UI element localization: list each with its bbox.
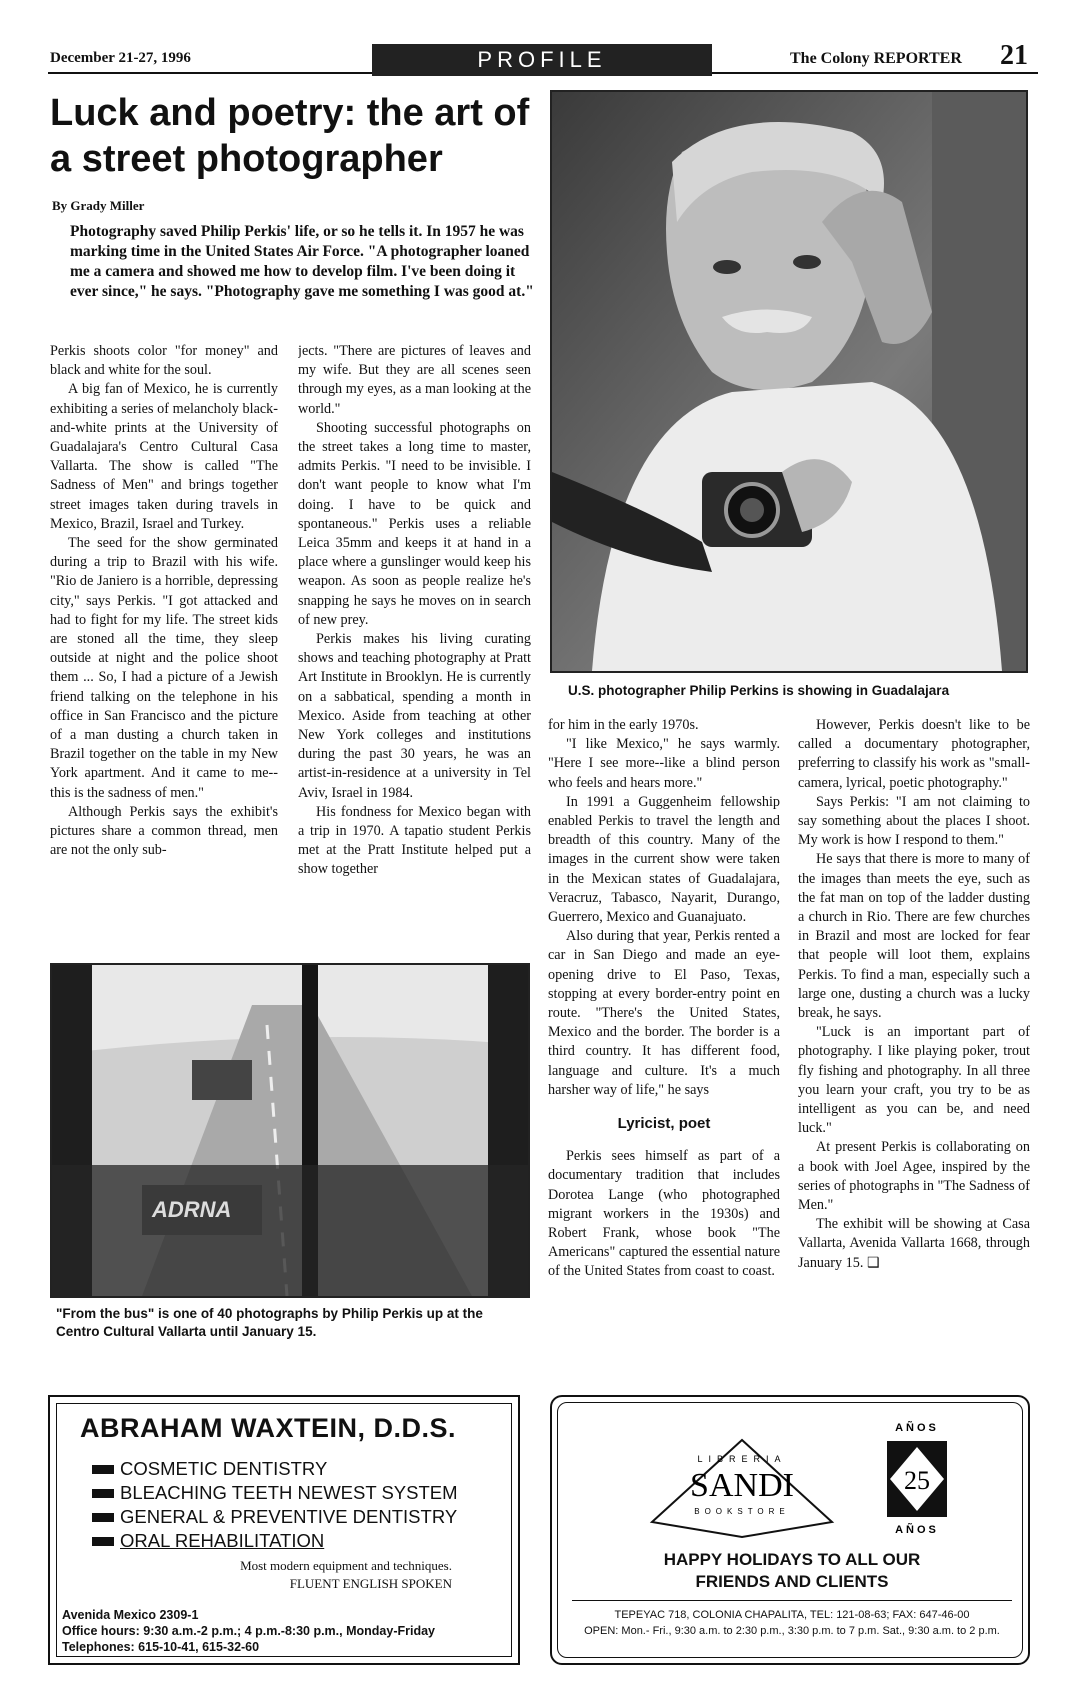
- dentist-ad: [48, 1395, 520, 1665]
- issue-date: December 21-27, 1996: [50, 50, 191, 66]
- bookstore-contact: TEPEYAC 718, COLONIA CHAPALITA, TEL: 121-08-63; FAX: 647-46-00 OPEN: Mon.- Fri., 9:30 a.m. to 2:30 p.m., 3:30 p.m. to 7 p.m. Sat., 9:30 a.m. to 2 p.m.: [584, 1609, 1000, 1637]
- bookstore-logo: [642, 1432, 842, 1542]
- dentist-contact: Avenida Mexico 2309-1 Office hours: 9:30 a.m.-2 p.m.; 4 p.m.-8:30 p.m., Monday-Friday Telephones: 615-10-41, 615-32-60: [62, 1608, 435, 1654]
- paragraph: However, Perkis doesn't like to be called a documentary photographer, preferring to classify his work as "small-camera, lyrical, poetic photography.": [798, 717, 1030, 791]
- paragraph: He says that there is more to many of the images than meets the eye, such as the fat man on top of the ladder dusting a church in Rio. There are few churches in Brazil and most are locked for fear that people will loot them, explains Perkis. To find a man, especially such a large one, dusting a church was a lucky break, he says.: [798, 851, 1030, 1022]
- article-column-3: [548, 716, 780, 1366]
- section-banner: PROFILE: [372, 44, 712, 76]
- newspaper-name: The Colony REPORTER: [790, 50, 962, 67]
- dentist-services: [92, 1457, 458, 1553]
- page-number: 21: [1000, 40, 1028, 71]
- service-item: COSMETIC DENTISTRY: [92, 1457, 458, 1481]
- paragraph: A big fan of Mexico, he is currently exhibiting a series of melancholy black-and-white prints at the University of Guadalajara's Centro Cultural Casa Vallarta. The show is called "The Sadness of Men" and brings together street images taken during travels in Mexico, Brazil, Israel and Turkey.: [50, 381, 278, 532]
- service-item: ORAL REHABILITATION: [92, 1529, 458, 1553]
- portrait-photo: [550, 90, 1028, 673]
- holiday-greeting: HAPPY HOLIDAYS TO ALL OUR FRIENDS AND CLIENTS: [663, 1550, 921, 1591]
- bus-photo: [50, 963, 530, 1298]
- paragraph: Although Perkis says the exhibit's pictures share a common thread, men are not the only sub-: [50, 803, 278, 859]
- portrait-photo-image: [552, 92, 1026, 671]
- paragraph: Says Perkis: "I am not claiming to say something about the places I shoot. My work is how I respond to them.": [798, 793, 1030, 849]
- paragraph: jects. "There are pictures of leaves and my wife. But they are all scenes seen through my eyes, as a man looking at the world.": [298, 343, 531, 417]
- logo-arc-bottom: BOOKSTORE: [694, 1507, 790, 1516]
- paragraph: Also during that year, Perkis rented a car in San Diego and made an eye-opening drive to El Paso, Texas, stopping at every border-entry point en route. "There's the United States, Mexico and the border. The border is a third country. It has different food, language and culture. It's a much harsher way of life," he says: [548, 928, 780, 1098]
- article-column-1: [50, 342, 278, 954]
- paragraph: "I like Mexico," he says warmly. "Here I see more--like a blind person who feels and hears more.": [548, 736, 780, 791]
- paragraph: Perkis shoots color "for money" and black and white for the soul.: [50, 343, 278, 379]
- bullet-square-icon: [92, 1489, 114, 1498]
- article-deck: Photography saved Philip Perkis' life, or so he tells it. In 1957 he was marking time in the United States Air Force. "A photographer loaned me a camera and showed me how to develop film. I've been doing it ever since," he says. "Photography gave me something I was good at.": [70, 223, 534, 300]
- bus-sign-text: ADRNA: [152, 1197, 232, 1222]
- bullet-square-icon: [92, 1513, 114, 1522]
- service-item: GENERAL & PREVENTIVE DENTISTRY: [92, 1505, 458, 1529]
- svg-text:25: 25: [904, 1466, 930, 1495]
- logo-name: SANDI: [690, 1467, 794, 1504]
- article-subhead: Lyricist, poet: [617, 1115, 711, 1133]
- paragraph: Perkis sees himself as part of a documentary tradition that includes Dorotea Lange (who photographed migrant workers in the 1930s) and Robert Frank, whose book "The Americans" captured the essential nature of the United States from coast to coast.: [548, 1148, 780, 1280]
- article-column-2: [298, 342, 531, 954]
- paragraph: The seed for the show germinated during a trip to Brazil with his wife. "Rio de Janiero is a horrible, depressing city," says Perkis. "I got attacked and had to fight for my life. The street kids are stoned all the time, they sleep outside at night and the police shoot them ... So, I had a picture of a Jewish friend talking on the telephone in his office in San Francisco and the picture of a man dusting a church taken in Brazil together on the table in my New York apartment. And it came to me--this is the sadness of men.": [50, 535, 278, 801]
- bullet-square-icon: [92, 1465, 114, 1474]
- bullet-square-icon: [92, 1537, 114, 1546]
- paragraph: At present Perkis is collaborating on a book with Joel Agee, inspired by the series of photographs in "The Sadness of Men.": [798, 1139, 1030, 1214]
- ad-divider: [572, 1600, 1012, 1601]
- bus-photo-caption: "From the bus" is one of 40 photographs by Philip Perkis up at the Centro Cultural Vallarta until January 15.: [56, 1306, 483, 1339]
- service-item: BLEACHING TEETH NEWEST SYSTEM: [92, 1481, 458, 1505]
- paragraph: In 1991 a Guggenheim fellowship enabled Perkis to travel the length and breadth of this country. Many of the images in the current show were taken in the Mexican states of Guadalajara, Veracruz, Tabasco, Nayarit, Durango, Guerrero, Mexico and Guanajuato.: [548, 793, 780, 926]
- paragraph: His fondness for Mexico began with a trip in 1970. A tapatio student Perkis met at the Pratt Institute helped put a show together: [298, 803, 531, 878]
- paragraph: Shooting successful photographs on the street takes a long time to master, admits Perkis. "I need to be invisible. I don't want people to know what I'm doing. I have to be quick and spontaneous." Perkis uses a reliable Leica 35mm and keeps it at hand in a place where a gunslinger would keep his weapon. As soon as people realize he's snapping he says he moves on in search of new prey.: [298, 419, 531, 628]
- article-column-4: [798, 716, 1030, 1366]
- bookstore-ad: [550, 1395, 1030, 1665]
- bus-photo-image: [52, 965, 528, 1296]
- dentist-name: ABRAHAM WAXTEIN, D.D.S.: [80, 1413, 456, 1443]
- paragraph: for him in the early 1970s.: [548, 717, 699, 733]
- dentist-note: Most modern equipment and techniques. FLUENT ENGLISH SPOKEN: [240, 1558, 452, 1591]
- paragraph: "Luck is an important part of photography. I like playing poker, trout fly fishing and photography. In all three you learn your craft, you try to be as intelligent as you can be, and need luck.": [798, 1024, 1030, 1137]
- anniversary-badge: [882, 1419, 952, 1539]
- paragraph: Perkis makes his living curating shows and teaching photography at Pratt Art Institute in Brooklyn. He is currently on a sabbatical, spending a month in Mexico. Aside from teaching at other New York colleges and institutions during the past 30 years, he was an artist-in-residence at a university in Tel Aviv, Israel in 1984.: [298, 631, 531, 801]
- logo-arc-top: LIBRERIA: [697, 1454, 787, 1464]
- article-headline: Luck and poetry: the art of a street photographer: [50, 92, 530, 180]
- svg-text:AÑOS: AÑOS: [895, 1422, 939, 1434]
- portrait-caption: U.S. photographer Philip Perkins is showing in Guadalajara: [568, 683, 950, 698]
- svg-text:AÑOS: AÑOS: [895, 1524, 939, 1536]
- paragraph: The exhibit will be showing at Casa Vallarta, Avenida Vallarta 1668, through January 15. ❑: [798, 1216, 1030, 1271]
- article-byline: By Grady Miller: [52, 198, 145, 213]
